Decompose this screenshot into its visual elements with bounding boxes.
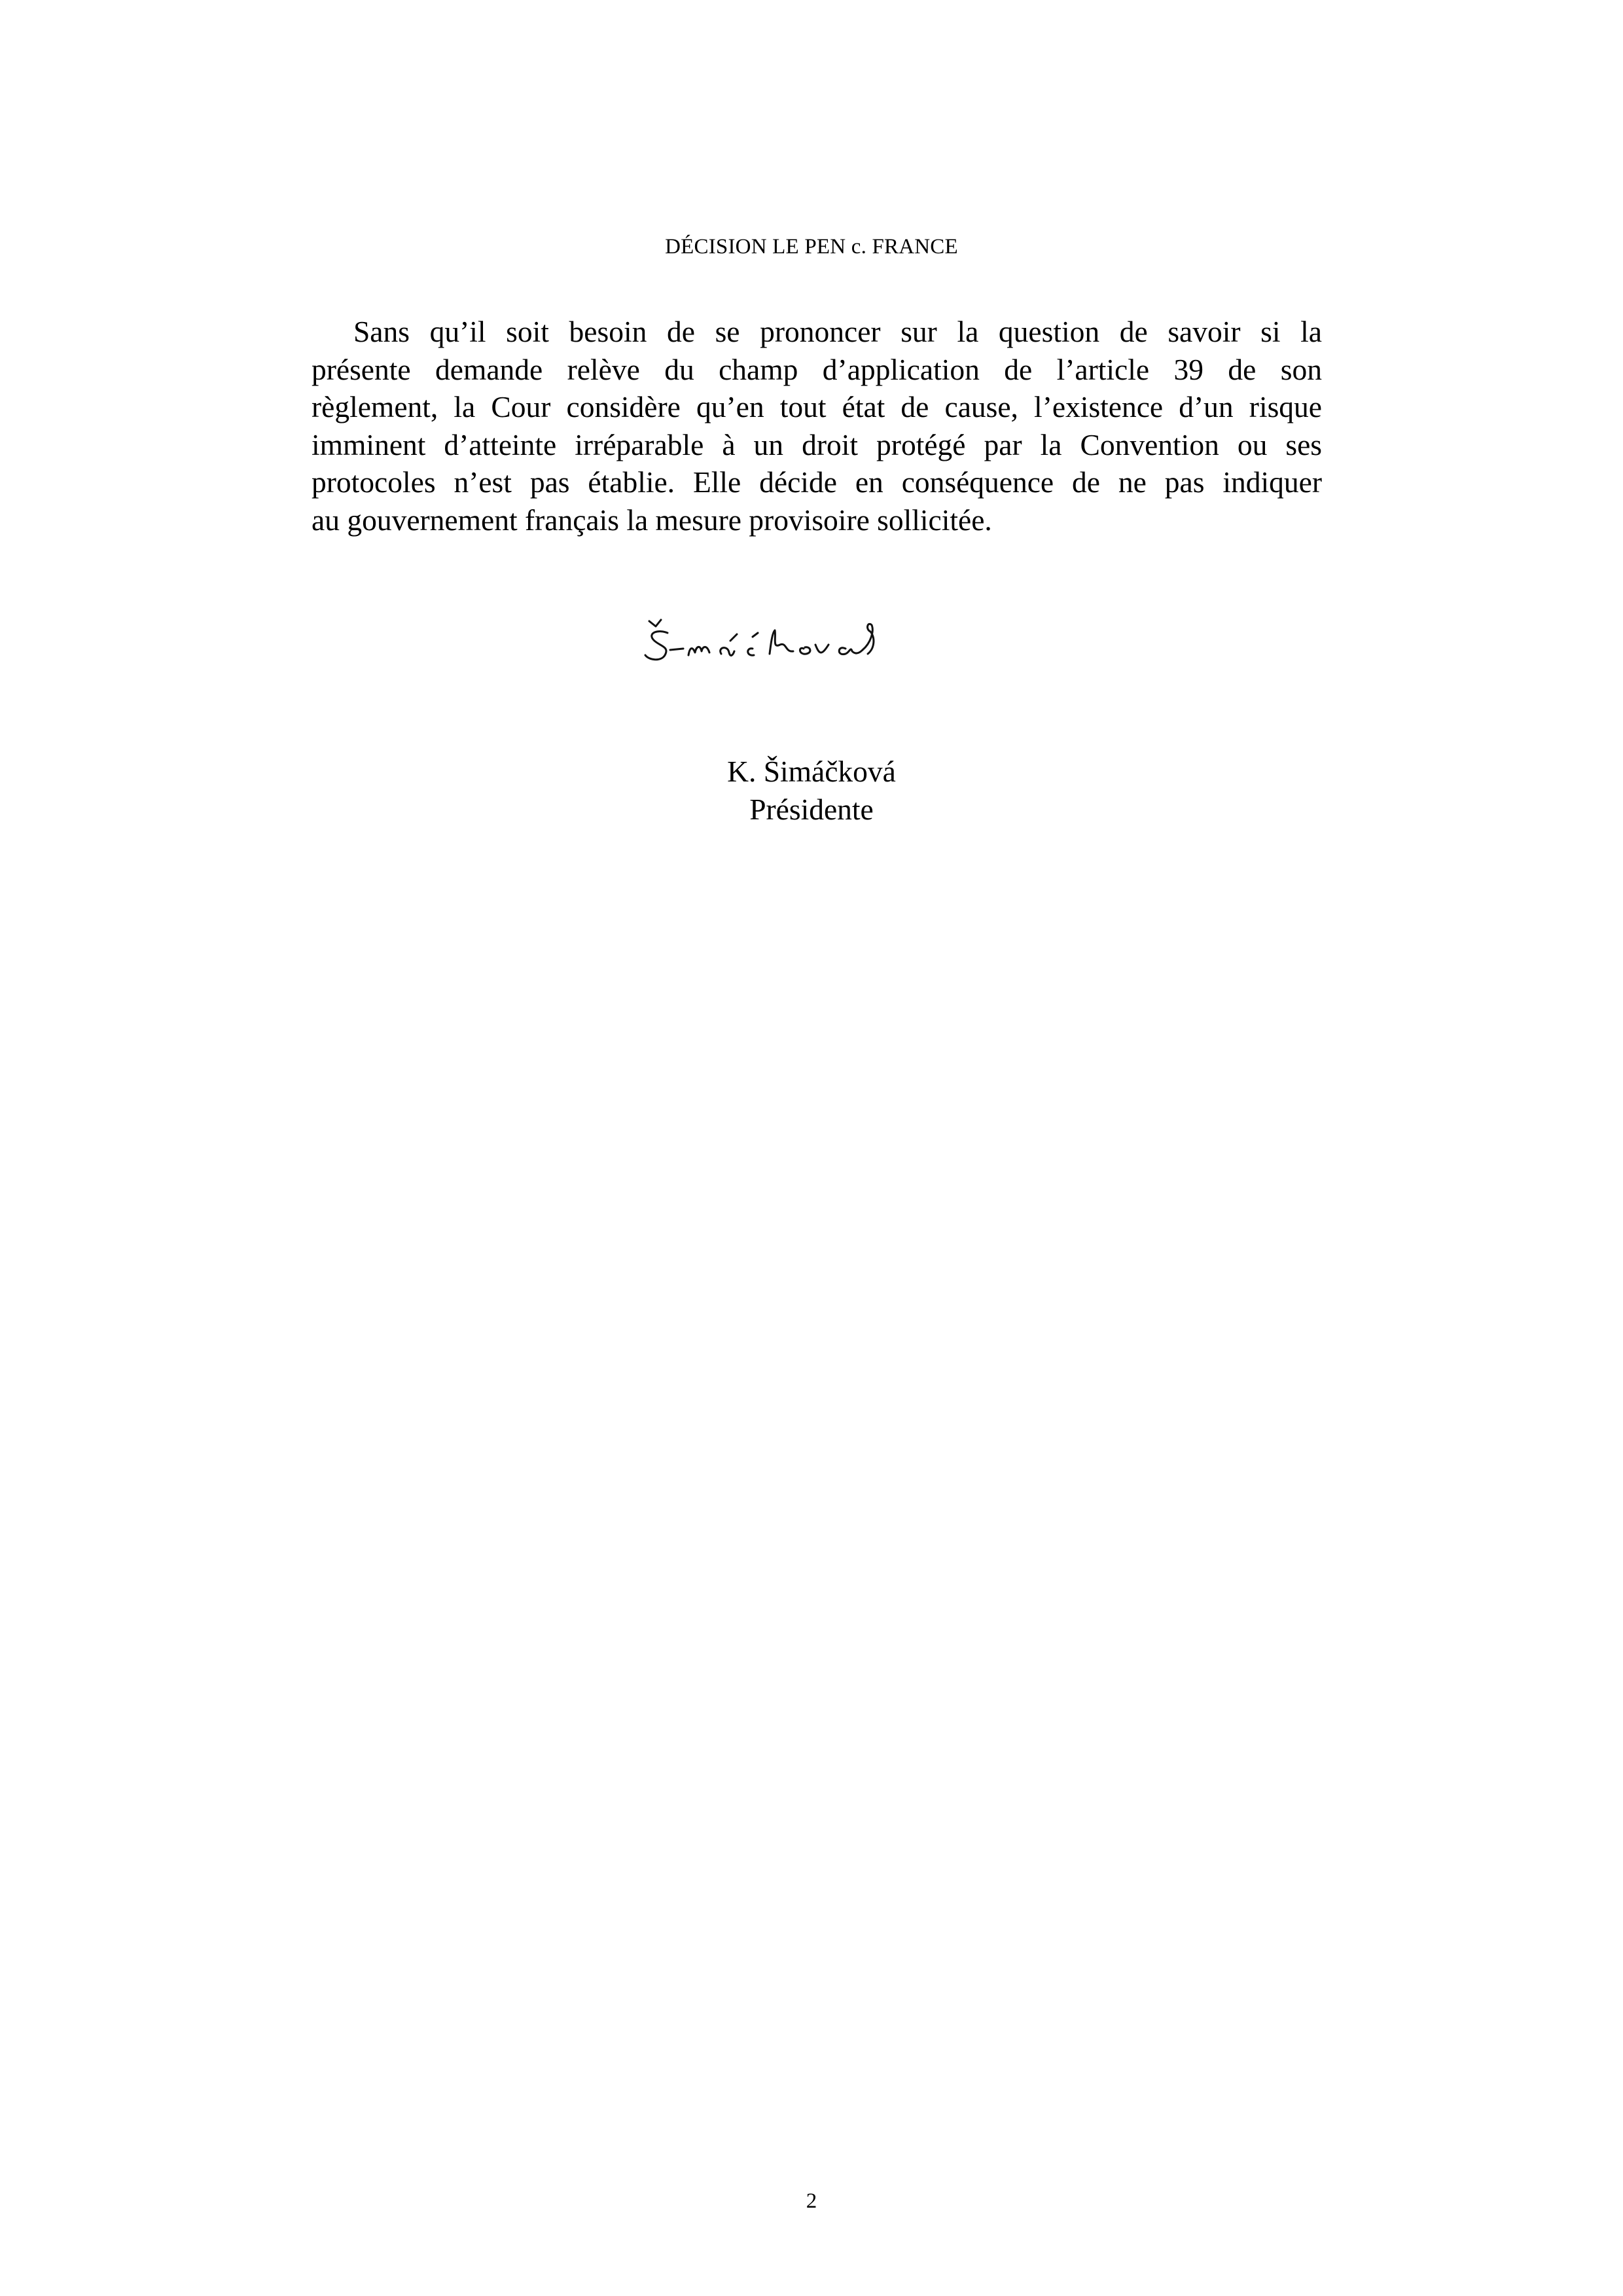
paragraph-line: Sans qu’il soit besoin de se prononcer sur la question de savoir si la xyxy=(353,315,1322,348)
running-header: DÉCISION LE PEN c. FRANCE xyxy=(665,235,958,259)
signatory-name: K. Šimáčková xyxy=(727,755,896,788)
page-number: 2 xyxy=(806,2189,817,2213)
handwritten-signature xyxy=(641,612,969,677)
signatory-block xyxy=(0,753,1623,828)
paragraph-line: présente demande relève du champ d’application de l’article 39 de son xyxy=(312,352,1322,386)
paragraph-line: protocoles n’est pas établie. Elle décide en conséquence de ne pas indiquer xyxy=(312,465,1322,499)
signature-drawing xyxy=(641,612,969,677)
paragraph-line: imminent d’atteinte irréparable à un droit protégé par la Convention ou ses xyxy=(312,427,1322,461)
paragraph-line: règlement, la Cour considère qu’en tout état de cause, l’existence d’un risque xyxy=(312,390,1322,423)
paragraph-line: au gouvernement français la mesure provisoire sollicitée. xyxy=(312,503,992,537)
signatory-title: Présidente xyxy=(749,792,874,826)
decision-paragraph xyxy=(312,313,1322,539)
